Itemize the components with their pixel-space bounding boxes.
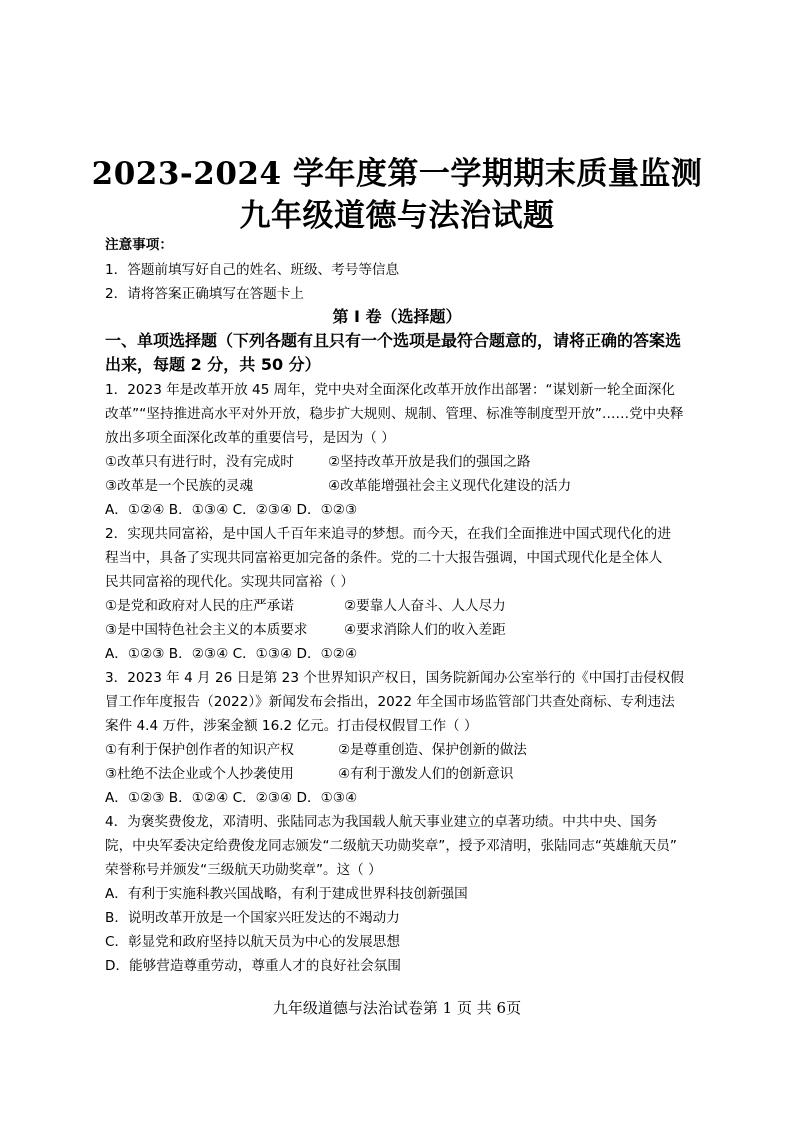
question-1-stem: 改革”“坚持推进高水平对外开放，稳步扩大规则、规制、管理、标准等制度型开放”……党中央释 <box>105 406 684 422</box>
question-1-statement: ③改革是一个民族的灵魂 <box>105 478 254 494</box>
question-3-statement: ④有利于激发人们的创新意识 <box>338 766 514 782</box>
question-3-statement: ③杜绝不法企业或个人抄袭使用 <box>105 766 294 782</box>
question-3-options: A．①②③ B．①②④ C．②③④ D．①③④ <box>105 790 358 806</box>
question-2-stem: 程当中，具备了实现共同富裕更加完备的条件。党的二十大报告强调，中国式现代化是全体人 <box>105 550 663 566</box>
question-2-statement: ①是党和政府对人民的庄严承诺 <box>105 598 294 614</box>
question-1-stem: 1．2023 年是改革开放 45 周年，党中央对全面深化改革开放作出部署：“谋划新一轮全面深化 <box>105 382 675 398</box>
question-3-stem: 3．2023 年 4 月 26 日是第 23 个世界知识产权日，国务院新闻办公室举行的《中国打击侵权假 <box>105 670 684 686</box>
notice-heading: 注意事项： <box>105 237 173 253</box>
question-4-stem: 4．为褒奖费俊龙，邓清明、张陆同志为我国载人航天事业建立的卓著功绩。中共中央、国务 <box>105 814 658 830</box>
question-2-options: A．①②③ B．②③④ C．①③④ D．①②④ <box>105 646 358 662</box>
exam-title-line2: 九年级道德与法治试题 <box>239 198 555 234</box>
notice-item: 1．答题前填写好自己的姓名、班级、考号等信息 <box>105 262 400 278</box>
question-1-statement: ①改革只有进行时，没有完成时 <box>105 454 294 470</box>
question-3-statement: ②是尊重创造、保护创新的做法 <box>338 742 527 758</box>
page-footer: 九年级道德与法治试卷第 1 页 共 6页 <box>272 999 522 1017</box>
exam-title-line1: 2023-2024 学年度第一学期期末质量监测 <box>91 156 703 192</box>
question-3-stem: 案件 4.4 万件，涉案金额 16.2 亿元。打击侵权假冒工作（ ） <box>105 718 478 734</box>
question-4-choice: B．说明改革开放是一个国家兴旺发达的不竭动力 <box>105 910 400 926</box>
question-4-choice: C．彰显党和政府坚持以航天员为中心的发展思想 <box>105 934 400 950</box>
question-4-stem: 荣誉称号并颁发“三级航天功勋奖章”。这（ ） <box>105 862 382 878</box>
question-4-choice: A．有利于实施科教兴国战略，有利于建成世界科技创新强国 <box>105 886 468 902</box>
question-1-statement: ④改革能增强社会主义现代化建设的活力 <box>328 478 572 494</box>
question-1-options: A．①②④ B．①③④ C．②③④ D．①②③ <box>105 502 358 518</box>
question-3-stem: 冒工作年度报告（2022）》新闻发布会指出，2022 年全国市场监管部门共查处商标、专利违法 <box>105 694 675 710</box>
question-2-statement: ③是中国特色社会主义的本质要求 <box>105 622 308 638</box>
part-title: 第 I 卷（选择题） <box>332 307 462 326</box>
question-2-stem: 民共同富裕的现代化。实现共同富裕（ ） <box>105 574 355 590</box>
question-4-stem: 院，中央军委决定给费俊龙同志颁发“二级航天功勋奖章”，授予邓清明，张陆同志“英雄航天员” <box>105 838 677 854</box>
question-2-statement: ②要靠人人奋斗、人人尽力 <box>344 598 506 614</box>
section-heading-line2: 出来，每题 2 分，共 50 分） <box>105 355 321 374</box>
section-heading-line1: 一、单项选择题（下列各题有且只有一个选项是最符合题意的，请将正确的答案选 <box>105 331 682 350</box>
question-1-stem: 放出多项全面深化改革的重要信号，是因为（ ） <box>105 430 395 446</box>
question-1-statement: ②坚持改革开放是我们的强国之路 <box>328 454 531 470</box>
question-2-stem: 2．实现共同富裕，是中国人千百年来追寻的梦想。而今天，在我们全面推进中国式现代化的进 <box>105 526 671 542</box>
question-3-statement: ①有利于保护创作者的知识产权 <box>105 742 294 758</box>
question-2-statement: ④要求消除人们的收入差距 <box>344 622 506 638</box>
notice-item: 2．请将答案正确填写在答题卡上 <box>105 286 304 302</box>
question-4-choice: D．能够营造尊重劳动，尊重人才的良好社会氛围 <box>105 958 401 974</box>
